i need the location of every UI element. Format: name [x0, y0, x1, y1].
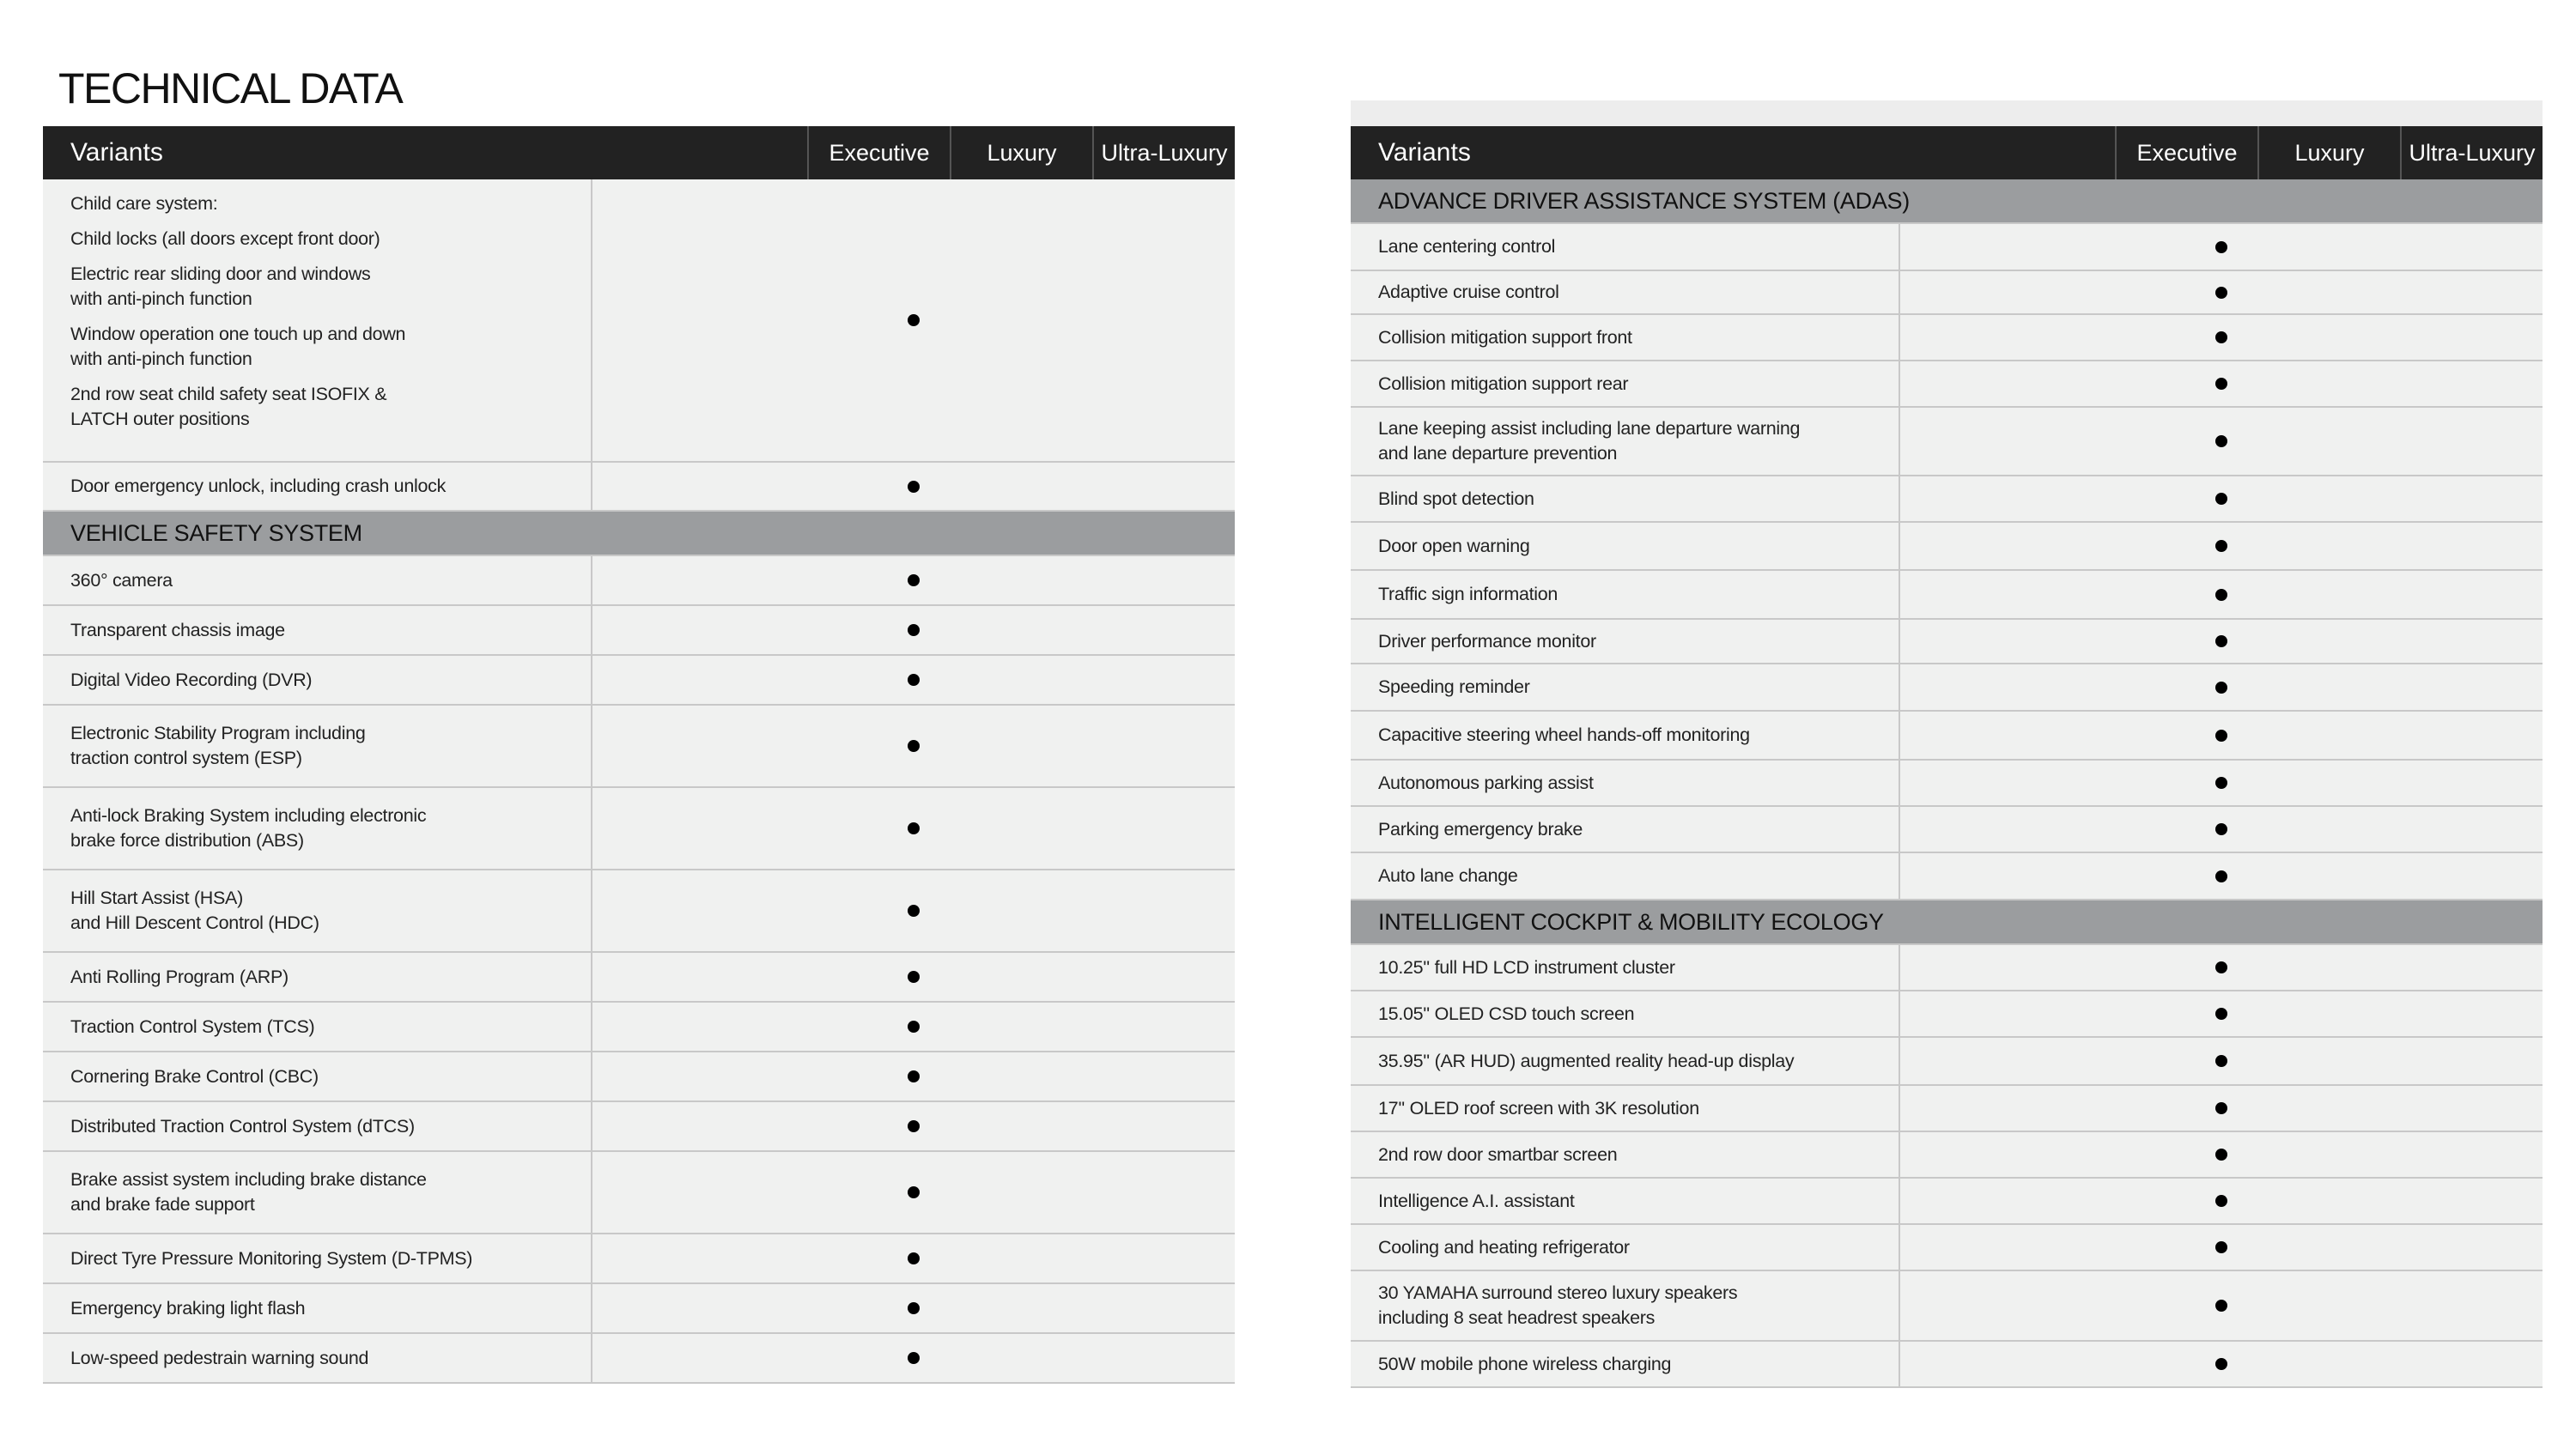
availability-cell	[592, 1234, 1235, 1282]
table-row	[43, 1152, 1235, 1234]
availability-dot-icon	[908, 1352, 920, 1364]
table-row	[1351, 476, 2543, 523]
feature-label-line: traction control system (ESP)	[70, 748, 302, 768]
child-care-heading: Child care system:	[70, 193, 218, 214]
left-table-body	[43, 179, 1235, 1384]
feature-label	[1351, 945, 1900, 990]
availability-dot-icon	[2215, 823, 2227, 835]
feature-label	[1351, 361, 1900, 406]
table-row	[43, 463, 1235, 512]
availability-dot-icon	[908, 1302, 920, 1314]
availability-dot-icon	[908, 971, 920, 983]
availability-dot-icon	[2215, 961, 2227, 973]
feature-label	[1351, 408, 1900, 475]
feature-label	[43, 953, 592, 1001]
feature-label	[43, 1003, 592, 1051]
availability-cell	[1900, 271, 2543, 313]
feature-label-line: and Hill Descent Control (HDC)	[70, 912, 319, 933]
feature-label	[1351, 1086, 1900, 1131]
table-row	[43, 556, 1235, 606]
feature-label	[43, 1334, 592, 1382]
availability-dot-icon	[2215, 589, 2227, 601]
feature-label-line: Speeding reminder	[1378, 676, 1530, 697]
table-row	[43, 1003, 1235, 1052]
feature-label	[1351, 761, 1900, 805]
child-care-item	[70, 262, 580, 312]
feature-label-line: Emergency braking light flash	[70, 1297, 306, 1319]
child-care-list	[43, 179, 592, 461]
table-row	[1351, 408, 2543, 476]
feature-label-line: Auto lane change	[1378, 865, 1518, 886]
table-row	[1351, 224, 2543, 271]
availability-dot-icon	[2215, 1241, 2227, 1253]
feature-label-line: Transparent chassis image	[70, 619, 285, 640]
feature-label-line: 10.25'' full HD LCD instrument cluster	[1378, 956, 1675, 978]
feature-label-line: Lane centering control	[1378, 236, 1556, 257]
availability-cell	[592, 179, 1235, 461]
availability-cell	[1900, 1132, 2543, 1177]
table-row	[43, 656, 1235, 706]
availability-cell	[1900, 620, 2543, 663]
feature-label-line: 2nd row door smartbar screen	[1378, 1143, 1618, 1165]
availability-dot-icon	[908, 1070, 920, 1082]
table-row	[43, 788, 1235, 870]
feature-label	[1351, 571, 1900, 618]
feature-label	[1351, 315, 1900, 360]
table-row	[43, 1234, 1235, 1284]
child-care-item	[70, 382, 580, 432]
left-spec-table	[43, 126, 1235, 1384]
feature-label	[43, 1052, 592, 1100]
feature-label-line: Blind spot detection	[1378, 488, 1534, 509]
child-care-item-line: Child locks (all doors except front door)	[70, 228, 380, 249]
feature-label	[43, 788, 592, 869]
feature-label-line: Adaptive cruise control	[1378, 282, 1559, 302]
table-row	[1351, 1179, 2543, 1225]
table-row	[1351, 945, 2543, 991]
availability-cell	[592, 706, 1235, 786]
table-row	[43, 706, 1235, 788]
child-care-item-line: with anti-pinch function	[70, 349, 252, 369]
feature-label	[1351, 1225, 1900, 1270]
feature-label-line: Collision mitigation support rear	[1378, 373, 1629, 394]
availability-cell	[1900, 807, 2543, 852]
feature-label-line: Low-speed pedestrain warning sound	[70, 1347, 369, 1368]
feature-label	[43, 1102, 592, 1150]
availability-dot-icon	[2215, 1195, 2227, 1207]
availability-cell	[592, 656, 1235, 704]
availability-cell	[1900, 1086, 2543, 1131]
feature-label-line: 15.05'' OLED CSD touch screen	[1378, 1003, 1635, 1024]
table-row	[43, 606, 1235, 656]
table-row	[1351, 1086, 2543, 1132]
availability-cell	[1900, 476, 2543, 521]
availability-cell	[1900, 1342, 2543, 1386]
availability-cell	[592, 606, 1235, 654]
availability-cell	[592, 1052, 1235, 1100]
feature-label-line: 50W mobile phone wireless charging	[1378, 1353, 1672, 1374]
availability-cell	[1900, 361, 2543, 406]
availability-dot-icon	[2215, 1055, 2227, 1067]
availability-cell	[592, 1284, 1235, 1332]
availability-dot-icon	[908, 1021, 920, 1033]
availability-cell	[1900, 945, 2543, 990]
table-row	[43, 1334, 1235, 1384]
availability-dot-icon	[2215, 777, 2227, 789]
availability-dot-icon	[908, 1120, 920, 1132]
feature-label-line: 360° camera	[70, 569, 173, 591]
feature-label-line: including 8 seat headrest speakers	[1378, 1307, 1656, 1328]
availability-dot-icon	[2215, 435, 2227, 447]
child-care-item-line: Window operation one touch up and down	[70, 324, 406, 344]
availability-cell	[592, 1102, 1235, 1150]
availability-cell	[1900, 664, 2543, 710]
availability-cell	[592, 1003, 1235, 1051]
feature-label	[1351, 853, 1900, 899]
table-row	[43, 870, 1235, 953]
feature-label-line: Brake assist system including brake distance	[70, 1169, 427, 1190]
availability-dot-icon	[2215, 287, 2227, 299]
feature-label	[1351, 1179, 1900, 1223]
feature-label	[1351, 224, 1900, 270]
feature-label-line: Electronic Stability Program including	[70, 723, 366, 743]
availability-dot-icon	[2215, 331, 2227, 343]
availability-dot-icon	[908, 1186, 920, 1198]
availability-dot-icon	[908, 574, 920, 586]
availability-dot-icon	[908, 314, 920, 326]
feature-label-line: 17'' OLED roof screen with 3K resolution	[1378, 1097, 1699, 1119]
table-row	[1351, 1342, 2543, 1388]
feature-label-line: Autonomous parking assist	[1378, 772, 1594, 793]
feature-label-line: Parking emergency brake	[1378, 818, 1583, 840]
feature-label-line: and lane departure prevention	[1378, 443, 1618, 464]
luxury-header: Luxury	[2257, 126, 2400, 179]
feature-label	[1351, 271, 1900, 313]
table-row	[43, 953, 1235, 1003]
feature-label-line: Anti Rolling Program (ARP)	[70, 966, 289, 987]
feature-label-line: brake force distribution (ABS)	[70, 830, 304, 851]
availability-dot-icon	[2215, 1300, 2227, 1312]
availability-cell	[1900, 761, 2543, 805]
executive-header: Executive	[2115, 126, 2257, 179]
child-care-item	[70, 322, 580, 372]
child-care-item-line: with anti-pinch function	[70, 288, 252, 309]
table-row	[1351, 712, 2543, 761]
feature-label	[1351, 1038, 1900, 1084]
availability-dot-icon	[908, 905, 920, 917]
table-row	[1351, 271, 2543, 315]
availability-cell	[1900, 408, 2543, 475]
child-care-item-line: 2nd row seat child safety seat ISOFIX &	[70, 384, 387, 404]
availability-cell	[592, 870, 1235, 951]
feature-label-line: Hill Start Assist (HSA)	[70, 888, 243, 908]
feature-label	[1351, 1132, 1900, 1177]
availability-cell	[1900, 712, 2543, 759]
feature-label	[1351, 1342, 1900, 1386]
table-row	[1351, 991, 2543, 1038]
table-row	[1351, 853, 2543, 900]
section-header: ADVANCE DRIVER ASSISTANCE SYSTEM (ADAS)	[1351, 179, 2543, 224]
page-title: TECHNICAL DATA	[58, 64, 403, 112]
availability-dot-icon	[2215, 730, 2227, 742]
table-row	[1351, 807, 2543, 853]
feature-label	[43, 870, 592, 951]
feature-label	[1351, 807, 1900, 852]
availability-dot-icon	[2215, 241, 2227, 253]
feature-label-line: Intelligence A.I. assistant	[1378, 1190, 1575, 1211]
table-header	[1351, 126, 2543, 179]
feature-label-line: Capacitive steering wheel hands-off monitoring	[1378, 724, 1750, 745]
feature-label-line: Direct Tyre Pressure Monitoring System (D-TPMS)	[70, 1247, 473, 1269]
availability-dot-icon	[2215, 870, 2227, 882]
table-row	[43, 1102, 1235, 1152]
feature-label	[1351, 664, 1900, 710]
availability-cell	[1900, 315, 2543, 360]
availability-dot-icon	[2215, 378, 2227, 390]
availability-dot-icon	[908, 822, 920, 834]
availability-cell	[592, 953, 1235, 1001]
ultra-luxury-header: Ultra-Luxury	[2400, 126, 2543, 179]
feature-label	[43, 1152, 592, 1233]
section-header: VEHICLE SAFETY SYSTEM	[43, 512, 1235, 556]
feature-label-line: Traction Control System (TCS)	[70, 1016, 315, 1037]
availability-dot-icon	[908, 481, 920, 493]
child-care-item-line: Electric rear sliding door and windows	[70, 264, 371, 284]
feature-label-line: 30 YAMAHA surround stereo luxury speakers	[1378, 1282, 1738, 1303]
availability-cell	[592, 1152, 1235, 1233]
table-row	[1351, 571, 2543, 620]
table-row	[43, 1284, 1235, 1334]
availability-dot-icon	[908, 624, 920, 636]
feature-label	[1351, 476, 1900, 521]
availability-dot-icon	[908, 740, 920, 752]
availability-cell	[1900, 224, 2543, 270]
right-table-body	[1351, 179, 2543, 1388]
feature-label-line: Traffic sign information	[1378, 584, 1558, 604]
section-header: INTELLIGENT COCKPIT & MOBILITY ECOLOGY	[1351, 900, 2543, 945]
availability-cell	[1900, 571, 2543, 618]
feature-label	[43, 706, 592, 786]
availability-cell	[592, 1334, 1235, 1382]
table-row	[1351, 761, 2543, 807]
availability-dot-icon	[2215, 682, 2227, 694]
availability-dot-icon	[2215, 1102, 2227, 1114]
right-spec-table	[1351, 100, 2543, 1388]
feature-label-line: Lane keeping assist including lane departure warning	[1378, 418, 1801, 439]
variants-header: Variants	[1378, 138, 1471, 167]
executive-header: Executive	[807, 126, 950, 179]
feature-label-line: Driver performance monitor	[1378, 630, 1596, 652]
table-row	[1351, 620, 2543, 664]
feature-label	[43, 1284, 592, 1332]
table-row	[1351, 1225, 2543, 1271]
feature-label-line: Door emergency unlock, including crash unlock	[70, 476, 447, 496]
availability-cell	[592, 556, 1235, 604]
table-row	[1351, 523, 2543, 571]
feature-label	[1351, 523, 1900, 569]
feature-label-line: Cornering Brake Control (CBC)	[70, 1065, 319, 1087]
feature-label-line: Cooling and heating refrigerator	[1378, 1236, 1630, 1258]
table-row	[1351, 1271, 2543, 1342]
table-row	[1351, 315, 2543, 361]
feature-label-line: Digital Video Recording (DVR)	[70, 669, 313, 690]
availability-cell	[1900, 991, 2543, 1036]
feature-label	[43, 606, 592, 654]
availability-dot-icon	[2215, 1008, 2227, 1020]
table-row	[1351, 1132, 2543, 1179]
child-care-item	[70, 227, 580, 252]
table-row	[43, 1052, 1235, 1102]
availability-dot-icon	[2215, 493, 2227, 505]
table-row	[1351, 361, 2543, 408]
availability-cell	[1900, 1038, 2543, 1084]
availability-dot-icon	[2215, 540, 2227, 552]
availability-cell	[1900, 853, 2543, 899]
feature-label-line: Anti-lock Braking System including electronic	[70, 805, 427, 826]
feature-label	[1351, 620, 1900, 663]
feature-label-line: Door open warning	[1378, 535, 1530, 556]
availability-cell	[592, 463, 1235, 510]
child-care-item-line: LATCH outer positions	[70, 409, 250, 429]
availability-cell	[592, 788, 1235, 869]
table-row	[1351, 1038, 2543, 1086]
feature-label	[43, 556, 592, 604]
availability-cell	[1900, 1179, 2543, 1223]
availability-cell	[1900, 523, 2543, 569]
feature-label	[1351, 712, 1900, 759]
availability-dot-icon	[2215, 635, 2227, 647]
feature-label-line: Distributed Traction Control System (dTCS)	[70, 1115, 415, 1137]
feature-label-line: Collision mitigation support front	[1378, 326, 1632, 348]
feature-label	[43, 1234, 592, 1282]
table-header	[43, 126, 1235, 179]
feature-label	[1351, 1271, 1900, 1340]
child-care-row	[43, 179, 1235, 463]
ultra-luxury-header: Ultra-Luxury	[1092, 126, 1235, 179]
availability-dot-icon	[2215, 1358, 2227, 1370]
availability-dot-icon	[908, 1252, 920, 1264]
availability-cell	[1900, 1271, 2543, 1340]
feature-label-line: and brake fade support	[70, 1194, 255, 1215]
table-row	[1351, 664, 2543, 712]
availability-cell	[1900, 1225, 2543, 1270]
availability-dot-icon	[2215, 1149, 2227, 1161]
availability-dot-icon	[908, 674, 920, 686]
luxury-header: Luxury	[950, 126, 1092, 179]
feature-label	[1351, 991, 1900, 1036]
feature-label-line: 35.95'' (AR HUD) augmented reality head-up display	[1378, 1050, 1795, 1071]
feature-label	[43, 656, 592, 704]
variants-header: Variants	[70, 138, 163, 167]
feature-label	[43, 463, 592, 510]
